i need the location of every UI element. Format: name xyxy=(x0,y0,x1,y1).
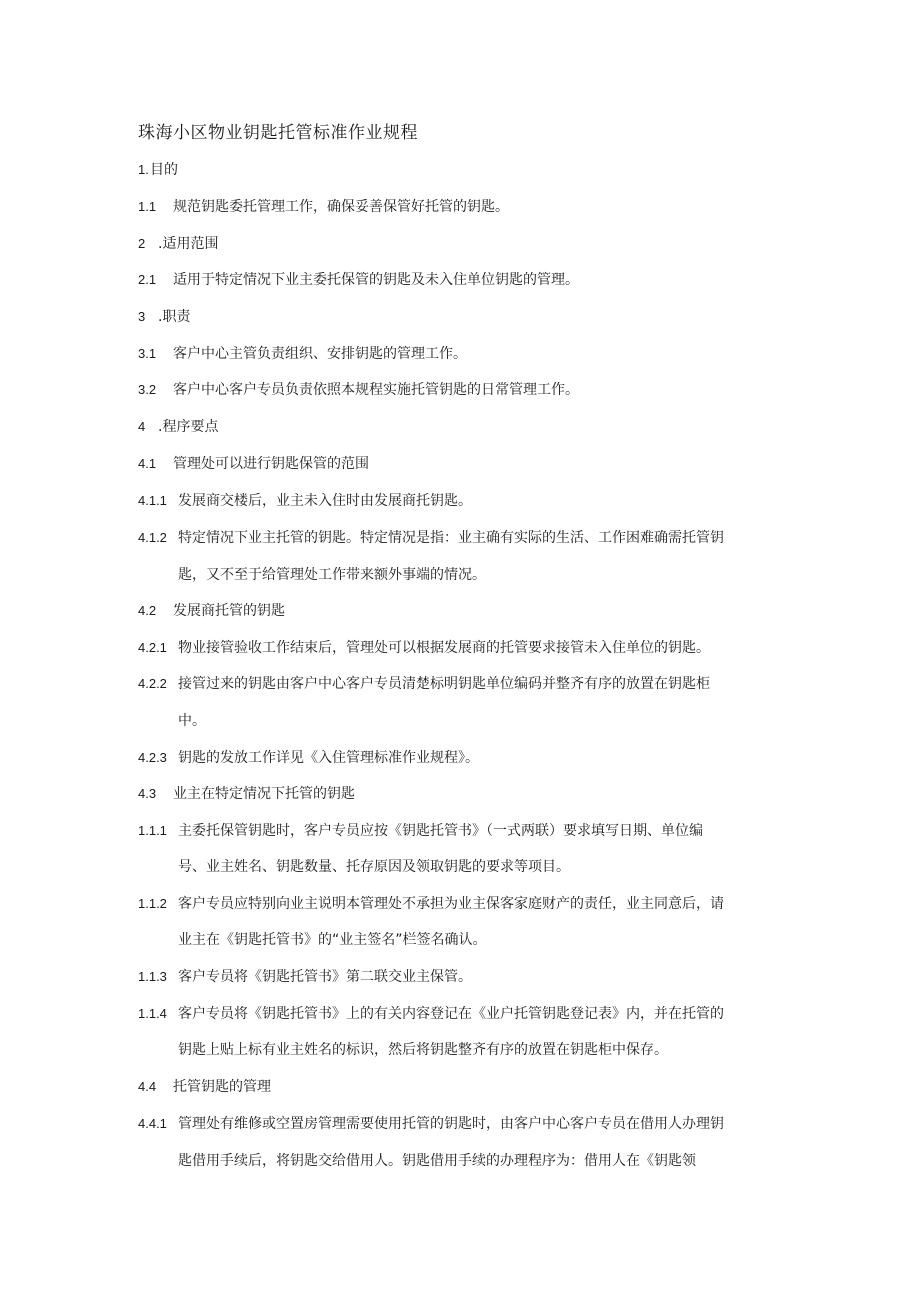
clause-line xyxy=(138,417,218,437)
clause-text: .适用范围 xyxy=(158,236,219,252)
clause-text: 客户中心客户专员负责依照本规程实施托管钥匙的日常管理工作。 xyxy=(173,382,579,398)
clause-text: 客户专员将《钥匙托管书》第二联交业主保管。 xyxy=(178,969,472,985)
clause-line xyxy=(138,234,218,254)
clause-number: 4.2.2 xyxy=(138,676,167,691)
clause-text: 管理处可以进行钥匙保管的范围 xyxy=(173,456,369,472)
clause-line xyxy=(138,528,724,548)
clause-text: 物业接管验收工作结束后，管理处可以根据发展商的托管要求接管未入住单位的钥匙。 xyxy=(178,640,710,656)
clause-number: 3.1 xyxy=(138,346,157,361)
clause-line xyxy=(138,1077,271,1097)
clause-number: 4.2.3 xyxy=(138,750,167,765)
clause-text: .程序要点 xyxy=(158,419,219,435)
clause-line xyxy=(138,454,369,474)
clause-number: 4.4 xyxy=(138,1079,157,1094)
clause-continuation: 钥匙上贴上标有业主姓名的标识，然后将钥匙整齐有序的放置在钥匙柜中保存。 xyxy=(178,1042,668,1058)
clause-line xyxy=(138,491,472,511)
clause-number: 1.1 xyxy=(138,199,157,214)
clause-line xyxy=(138,967,472,987)
clause-line xyxy=(138,197,509,217)
clause-number: 3.2 xyxy=(138,382,157,397)
clause-number: 4.1.1 xyxy=(138,493,167,508)
clause-text: 发展商交楼后，业主未入住时由发展商托钥匙。 xyxy=(178,493,472,509)
clause-text: 特定情况下业主托管的钥匙。特定情况是指：业主确有实际的生活、工作困难确需托管钥 xyxy=(178,530,724,546)
clause-line xyxy=(138,601,285,621)
clause-number: 1. xyxy=(138,162,149,177)
document-title: 珠海小区物业钥匙托管标准作业规程 xyxy=(138,123,418,143)
clause-number: 2 xyxy=(138,236,146,251)
clause-number: 1.1.3 xyxy=(138,969,167,984)
clause-number: 1.1.2 xyxy=(138,896,167,911)
clause-text: 目的 xyxy=(150,162,178,178)
clause-line xyxy=(138,748,479,768)
clause-line xyxy=(138,894,724,914)
clause-line xyxy=(138,380,579,400)
clause-text: 客户专员将《钥匙托管书》上的有关内容登记在《业户托管钥匙登记表》内，并在托管的 xyxy=(178,1006,724,1022)
clause-continuation: 匙借用手续后，将钥匙交给借用人。钥匙借用手续的办理程序为：借用人在《钥匙领 xyxy=(178,1153,696,1169)
clause-line xyxy=(138,307,190,327)
clause-text: .职责 xyxy=(158,309,191,325)
clause-line xyxy=(138,674,710,694)
clause-line xyxy=(138,1004,724,1024)
clause-line xyxy=(138,821,703,841)
clause-text: 钥匙的发放工作详见《入住管理标准作业规程》。 xyxy=(178,750,479,766)
clause-number: 3 xyxy=(138,309,146,324)
clause-line xyxy=(138,160,178,180)
clause-number: 4.4.1 xyxy=(138,1116,167,1131)
clause-text: 管理处有维修或空置房管理需要使用托管的钥匙时，由客户中心客户专员在借用人办理钥 xyxy=(178,1116,724,1132)
clause-number: 4.2 xyxy=(138,603,157,618)
clause-line xyxy=(138,344,467,364)
clause-number: 1.1.4 xyxy=(138,1006,167,1021)
clause-continuation: 匙，又不至于给管理处工作带来额外事端的情况。 xyxy=(178,567,486,583)
clause-text: 接管过来的钥匙由客户中心客户专员清楚标明钥匙单位编码并整齐有序的放置在钥匙柜 xyxy=(178,676,710,692)
clause-text: 业主在特定情况下托管的钥匙 xyxy=(173,786,355,802)
clause-line xyxy=(138,270,579,290)
clause-line xyxy=(138,638,710,658)
clause-line xyxy=(138,1114,724,1134)
clause-text: 托管钥匙的管理 xyxy=(173,1079,271,1095)
clause-number: 4.1 xyxy=(138,456,157,471)
clause-continuation: 中。 xyxy=(178,713,206,729)
clause-number: 4 xyxy=(138,419,146,434)
clause-number: 1.1.1 xyxy=(138,823,167,838)
clause-continuation: 业主在《钥匙托管书》的“业主签名”栏签名确认。 xyxy=(178,932,487,948)
clause-text: 客户专员应特别向业主说明本管理处不承担为业主保客家庭财产的责任，业主同意后，请 xyxy=(178,896,724,912)
clause-number: 4.1.2 xyxy=(138,530,167,545)
clause-text: 发展商托管的钥匙 xyxy=(173,603,285,619)
clause-text: 客户中心主管负责组织、安排钥匙的管理工作。 xyxy=(173,346,467,362)
clause-text: 规范钥匙委托管理工作，确保妥善保管好托管的钥匙。 xyxy=(173,199,509,215)
clause-number: 2.1 xyxy=(138,272,157,287)
clause-number: 4.2.1 xyxy=(138,640,167,655)
clause-text: 主委托保管钥匙时，客户专员应按《钥匙托管书》（一式两联）要求填写日期、单位编 xyxy=(178,823,703,839)
clause-number: 4.3 xyxy=(138,786,157,801)
clause-continuation: 号、业主姓名、钥匙数量、托存原因及领取钥匙的要求等项目。 xyxy=(178,859,570,875)
clause-text: 适用于特定情况下业主委托保管的钥匙及未入住单位钥匙的管理。 xyxy=(173,272,579,288)
clause-line xyxy=(138,784,355,804)
